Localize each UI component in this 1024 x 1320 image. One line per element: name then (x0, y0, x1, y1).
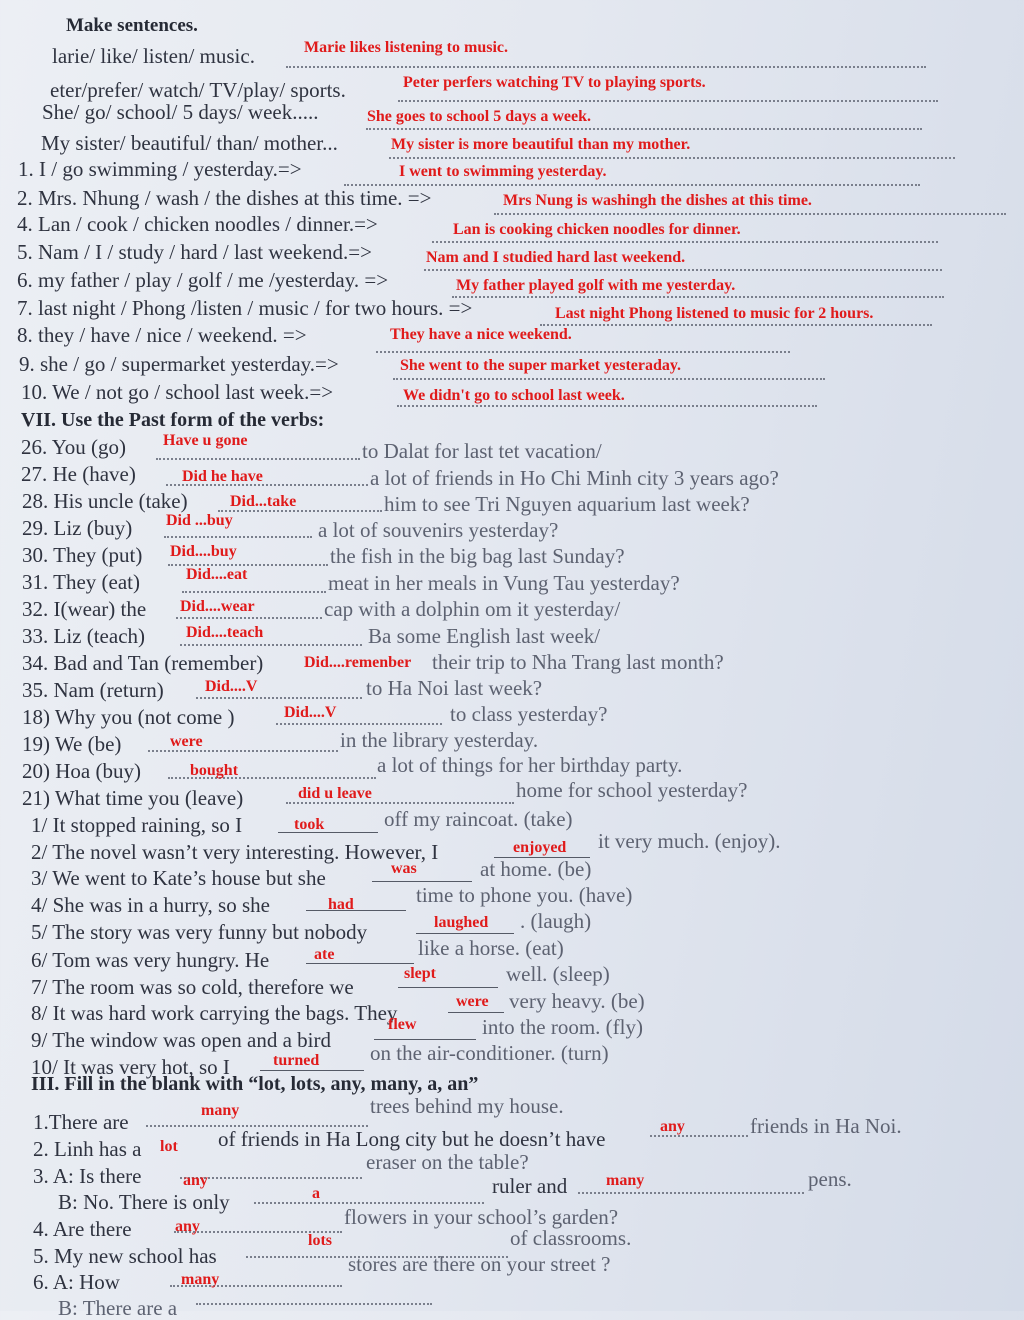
answer: Did....wear (180, 598, 255, 615)
continuation: very heavy. (be) (509, 989, 645, 1013)
prompt: 1. I / go swimming / yesterday.=> (18, 157, 302, 181)
answer: were (170, 733, 203, 750)
continuation: trees behind my house. (370, 1094, 564, 1118)
continuation: meat in her meals in Vung Tau yesterday? (328, 571, 680, 595)
continuation: to Ha Noi last week? (366, 676, 543, 700)
answer-1: a (312, 1185, 320, 1202)
prompt: 2. Linh has a (33, 1137, 142, 1161)
section-title-quantifiers: III. Fill in the blank with “lot, lots, any, many, a, an” (31, 1073, 479, 1095)
answer: Did....V (284, 704, 337, 721)
continuation: at home. (be) (480, 857, 592, 881)
prompt: 32. I(wear) the (22, 597, 147, 621)
prompt: 4. Are there (33, 1217, 132, 1241)
blank-1 (254, 1202, 484, 1204)
continuation: to Dalat for last tet vacation/ (362, 439, 602, 463)
continuation: Ba some English last week/ (368, 624, 601, 648)
answer: Did....teach (186, 624, 264, 641)
answer: many (201, 1102, 240, 1119)
prompt: 3/ We went to Kate’s house but she (31, 866, 326, 890)
continuation: it very much. (enjoy). (598, 829, 781, 853)
answer: She goes to school 5 days a week. (367, 108, 592, 125)
blank (372, 881, 472, 882)
blank (176, 617, 322, 619)
continuation: a lot of things for her birthday party. (377, 753, 683, 777)
answer-line (540, 324, 932, 326)
prompt: 27. He (have) (21, 462, 136, 486)
answer: many (181, 1271, 220, 1288)
continuation: friends in Ha Noi. (750, 1114, 902, 1138)
answer: I went to swimming yesterday. (399, 163, 607, 180)
prompt: 1.There are (33, 1110, 129, 1134)
answer: turned (273, 1052, 320, 1069)
answer: any (175, 1218, 200, 1235)
prompt: 29. Liz (buy) (22, 516, 133, 540)
answer-line (393, 378, 825, 380)
answer-line (494, 213, 1006, 215)
prompt: 31. They (eat) (22, 570, 140, 594)
prompt: 6/ Tom was very hungry. He (31, 948, 270, 972)
prompt: 1/ It stopped raining, so I (31, 813, 243, 837)
middle-text: ruler and (492, 1174, 568, 1198)
blank (196, 697, 362, 699)
continuation: him to see Tri Nguyen aquarium last week? (384, 492, 750, 516)
continuation: the fish in the big bag last Sunday? (330, 544, 625, 568)
blank (278, 832, 378, 833)
answer-line (389, 157, 955, 159)
prompt: 5/ The story was very funny but nobody (31, 920, 368, 944)
answer-line (376, 351, 790, 353)
answer-line (452, 296, 944, 298)
answer: Did...take (230, 493, 297, 510)
prompt: She/ go/ school/ 5 days/ week..... (42, 100, 319, 124)
answer: Last night Phong listened to music for 2 hours. (555, 305, 874, 322)
answer: Did he have (182, 468, 263, 485)
continuation: off my raincoat. (take) (384, 807, 573, 831)
continuation: of classrooms. (510, 1226, 632, 1250)
continuation: their trip to Nha Trang last month? (432, 650, 724, 674)
prompt: 7. last night / Phong /listen / music / for two hours. => (17, 296, 473, 320)
blank (416, 933, 514, 934)
blank (276, 723, 442, 725)
prompt: B: There are a (58, 1296, 178, 1320)
answer-1: lot (160, 1138, 178, 1155)
answer: Did....buy (170, 543, 237, 560)
prompt: 20) Hoa (buy) (22, 759, 141, 783)
prompt: 9/ The window was open and a bird (31, 1028, 331, 1052)
answer: bought (190, 762, 239, 779)
prompt: 21) What time you (leave) (22, 786, 244, 810)
answer: They have a nice weekend. (390, 326, 572, 343)
blank (196, 1303, 432, 1305)
answer: slept (404, 965, 436, 982)
answer: Mrs Nung is washingh the dishes at this time. (503, 192, 812, 209)
answer: She went to the super market yesteraday. (400, 357, 682, 374)
continuation: like a horse. (eat) (418, 936, 564, 960)
blank-2 (578, 1192, 804, 1194)
answer: Did....remenber (304, 654, 412, 671)
prompt: 3. A: Is there (33, 1164, 142, 1188)
prompt: 19) We (be) (22, 732, 122, 756)
prompt: 8. they / have / nice / weekend. => (17, 323, 307, 347)
middle-text: of friends in Ha Long city but he doesn’t have (218, 1127, 606, 1151)
blank (306, 910, 406, 911)
answer: any (183, 1172, 208, 1189)
answer: Nam and I studied hard last weekend. (426, 249, 686, 266)
continuation: time to phone you. (have) (416, 883, 633, 907)
continuation: a lot of friends in Ho Chi Minh city 3 years ago? (370, 466, 779, 490)
answer-2: many (606, 1172, 645, 1189)
continuation: cap with a dolphin om it yesterday/ (324, 597, 621, 621)
continuation: in the library yesterday. (340, 728, 539, 752)
answer: Did....V (205, 678, 258, 695)
answer-line (397, 405, 817, 407)
answer-line (398, 100, 938, 102)
answer: flew (388, 1016, 417, 1033)
prompt: 2. Mrs. Nhung / wash / the dishes at this time. => (17, 186, 432, 210)
answer: Lan is cooking chicken noodles for dinner. (453, 221, 741, 238)
prompt: 10. We / not go / school last week.=> (21, 380, 334, 404)
answer-line (432, 241, 938, 243)
answer: Have u gone (163, 432, 248, 449)
continuation: into the room. (fly) (482, 1015, 643, 1039)
answer: We didn't go to school last week. (403, 387, 625, 404)
continuation: stores are there on your street ? (348, 1252, 611, 1276)
prompt: 5. Nam / I / study / hard / last weekend.=> (17, 240, 372, 264)
answer: lots (308, 1232, 332, 1249)
blank (398, 987, 498, 988)
blank (182, 591, 326, 593)
answer: Marie likes listening to music. (304, 39, 508, 56)
prompt: 2/ The novel wasn’t very interesting. However, I (31, 840, 439, 864)
answer: Did ...buy (166, 512, 233, 529)
section-title-make-sentences: Make sentences. (66, 15, 198, 36)
answer: was (391, 860, 417, 877)
prompt: 9. she / go / supermarket yesterday.=> (19, 352, 339, 376)
prompt: 26. You (go) (21, 435, 127, 459)
prompt: 6. A: How (33, 1270, 120, 1294)
blank (448, 1012, 504, 1013)
answer-line (424, 269, 942, 271)
prompt: 33. Liz (teach) (22, 624, 146, 648)
prompt: 8/ It was hard work carrying the bags. They (31, 1001, 398, 1025)
continuation: well. (sleep) (506, 962, 610, 986)
blank (156, 458, 360, 460)
answer: ate (314, 946, 335, 963)
answer: were (456, 993, 489, 1010)
prompt: 4/ She was in a hurry, so she (31, 893, 270, 917)
prompt: My sister/ beautiful/ than/ mother... (41, 131, 338, 155)
prompt: 30. They (put) (22, 543, 143, 567)
answer: had (328, 896, 354, 913)
continuation: flowers in your school’s garden? (344, 1205, 619, 1229)
answer: enjoyed (513, 839, 567, 856)
continuation: home for school yesterday? (516, 778, 748, 802)
section-title-past-form: VII. Use the Past form of the verbs: (21, 409, 325, 431)
answer-line (366, 128, 922, 130)
answer: laughed (434, 914, 489, 931)
prompt: 10/ It was very hot, so I (31, 1055, 230, 1079)
blank (164, 536, 312, 538)
answer: Did....eat (186, 566, 248, 583)
prompt: 4. Lan / cook / chicken noodles / dinner.=> (17, 212, 378, 236)
prompt: 28. His uncle (take) (22, 489, 188, 513)
prompt: eter/prefer/ watch/ TV/play/ sports. (50, 78, 346, 102)
answer-line (286, 66, 926, 68)
prompt: 7/ The room was so cold, therefore we (31, 975, 354, 999)
prompt: 6. my father / play / golf / me /yesterday. => (17, 268, 389, 292)
blank (374, 1039, 476, 1040)
prompt: larie/ like/ listen/ music. (52, 44, 255, 68)
continuation: on the air-conditioner. (turn) (370, 1041, 609, 1065)
continuation: pens. (808, 1167, 852, 1191)
prompt: 5. My new school has (33, 1244, 217, 1268)
answer: did u leave (298, 785, 372, 802)
continuation: . (laugh) (520, 909, 592, 933)
answer: Peter perfers watching TV to playing sports. (403, 74, 706, 91)
continuation: a lot of souvenirs yesterday? (318, 518, 559, 542)
blank (180, 644, 362, 646)
prompt: 18) Why you (not come ) (22, 705, 235, 729)
continuation: eraser on the table? (366, 1150, 529, 1174)
prompt: B: No. There is only (58, 1190, 230, 1214)
answer: took (294, 816, 325, 833)
blank (260, 1070, 364, 1071)
continuation: to class yesterday? (450, 702, 608, 726)
prompt: 35. Nam (return) (22, 678, 164, 702)
prompt: 34. Bad and Tan (remember) (22, 651, 264, 675)
answer: My sister is more beautiful than my mother. (391, 136, 691, 153)
answer-2: any (660, 1118, 685, 1135)
answer: My father played golf with me yesterday. (456, 277, 736, 294)
